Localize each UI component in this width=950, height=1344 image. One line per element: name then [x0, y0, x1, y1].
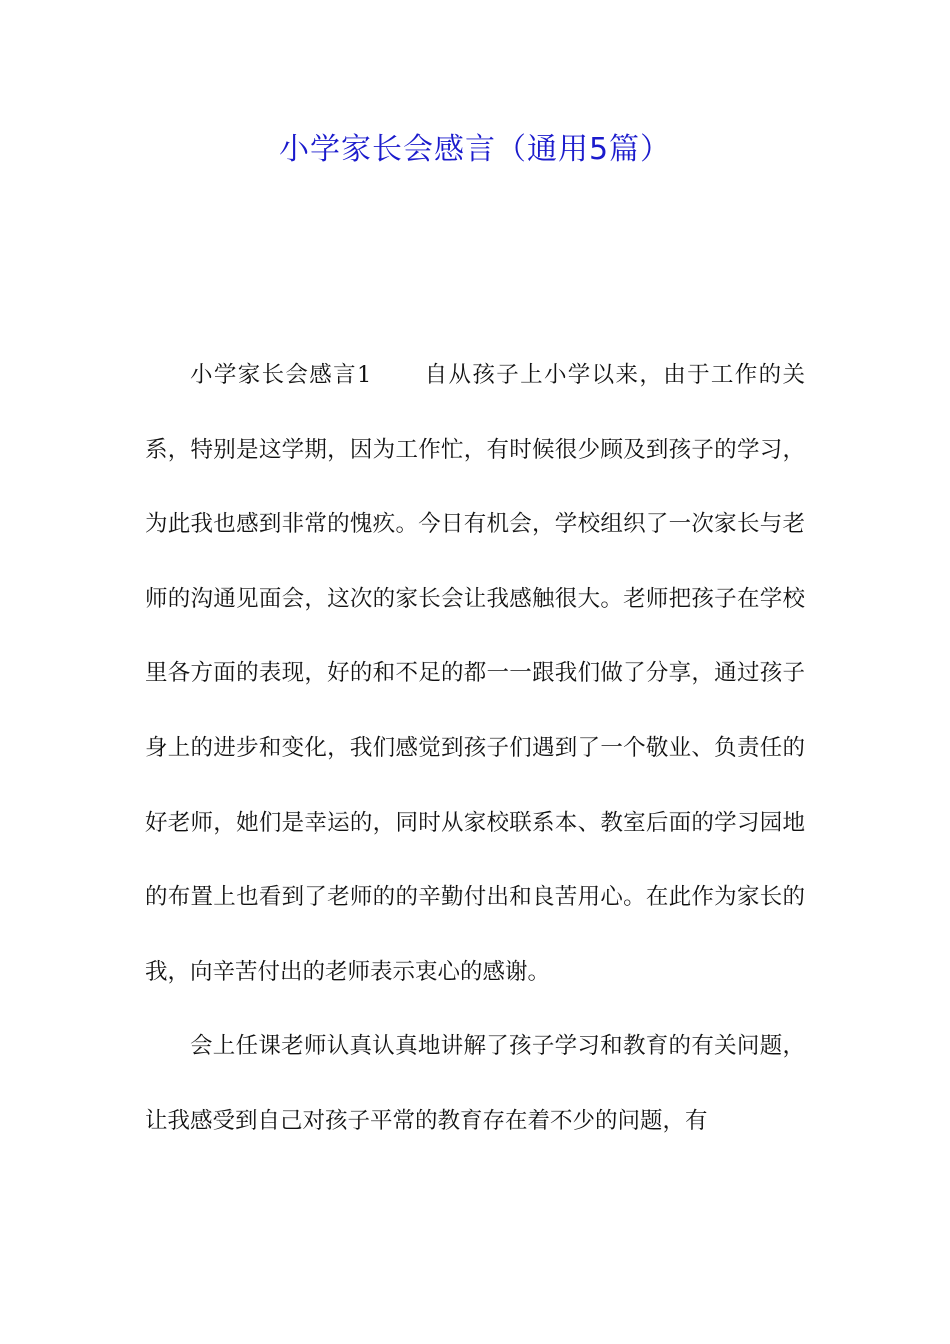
paragraph-2: 会上任课老师认真认真地讲解了孩子学习和教育的有关问题，让我感受到自己对孩子平常的教育存在着不少的问题，有 [145, 1033, 805, 1134]
section-label: 小学家长会感言1 [190, 362, 372, 388]
document-body [145, 338, 805, 1159]
document-title: 小学家长会感言（通用5篇） [278, 132, 672, 167]
paragraph-1 [145, 338, 805, 1009]
paragraph-1-text: 自从孩子上小学以来，由于工作的关系，特别是这学期，因为工作忙，有时候很少顾及到孩子的学习，为此我也感到非常的愧疚。今日有机会，学校组织了一次家长与老师的沟通见面会，这次的家长会让我感触很大。老师把孩子在学校里各方面的表现，好的和不足的都一一跟我们做了分享，通过孩子身上的进步和变化，我们感觉到孩子们遇到了一个敬业、负责任的好老师，她们是幸运的，同时从家校联系本、教室后面的学习园地的布置上也看到了老师的的辛勤付出和良苦用心。在此作为家长的我，向辛苦付出的老师表示衷心的感谢。 [145, 362, 805, 985]
